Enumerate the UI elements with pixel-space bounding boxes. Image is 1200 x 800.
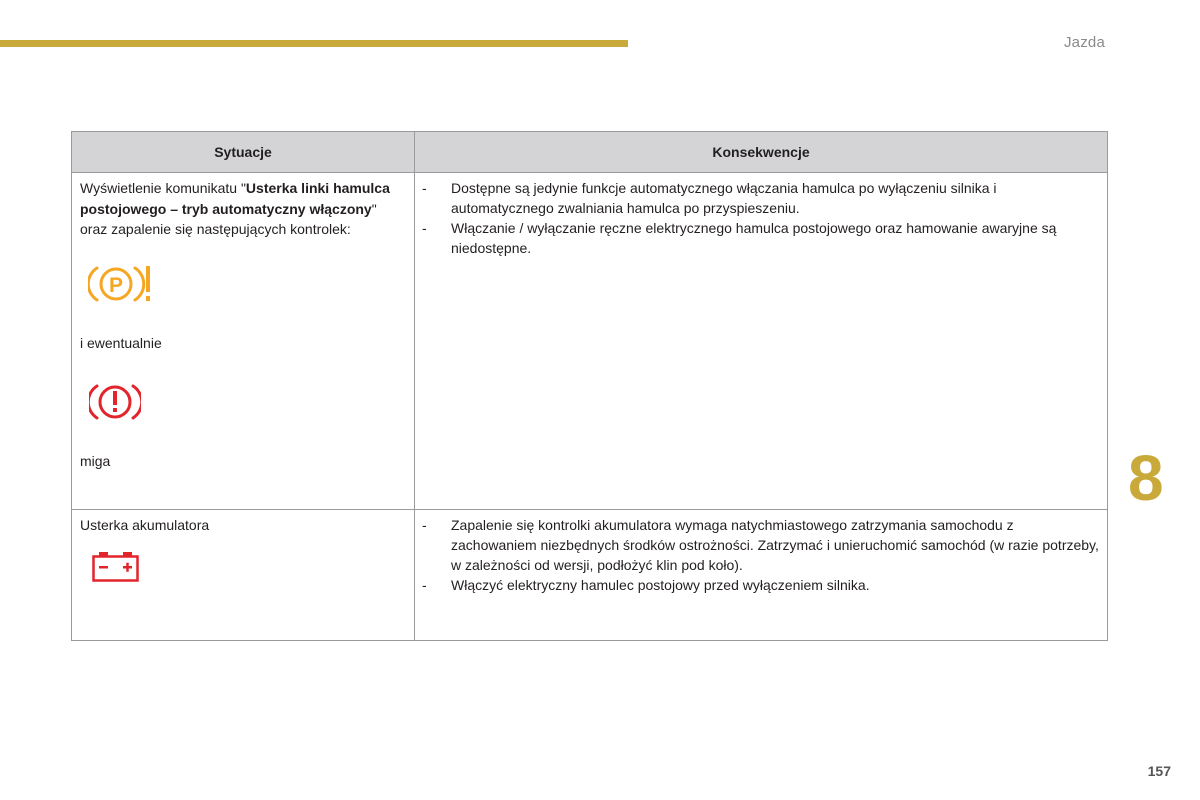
brake-system-alert-icon [80,380,141,430]
battery-warning-icon [92,550,140,590]
svg-text:P: P [108,273,124,297]
list-item: - Włączyć elektryczny hamulec postojowy przed wyłączeniem silnika. [422,577,870,593]
list-item: - Dostępne są jedynie funkcje automatycznego włączania hamulca po wyłączeniu silnika i automatycznego zwalniania hamulca po przyspieszeniu. [422,180,997,216]
situation-cell [72,510,415,641]
list-item: - Zapalenie się kontrolki akumulatora wymaga natychmiastowego zatrzymania samochodu z zachowaniem niezbędnych środków ostrożności. Zatrzymać i unieruchomić samochód (w razie potrzeby, w zależności od wersji, podłożyć klin pod koło). [422,517,1099,573]
parking-brake-warning-icon [80,262,158,312]
consequence-list [422,515,1099,595]
message-text: Usterka linki hamulca postojowego – tryb automatyczny włączony [80,180,390,217]
situation-description: Wyświetlenie komunikatu "Usterka linki hamulca postojowego – tryb automatyczny włączony" oraz zapalenie się następujących kontrolek: [80,180,390,237]
consequence-cell [415,173,1108,510]
alternative-label: i ewentualnie [80,334,162,351]
consequence-cell [415,510,1108,641]
section-title: Jazda [1063,34,1105,51]
chapter-number: 8 [1128,442,1164,514]
page-number: 157 [1147,763,1171,779]
table-row [72,510,1108,641]
warning-table [71,131,1108,641]
table-header-row [72,132,1108,173]
bullet-marker: - [422,517,427,533]
list-item: - Włączanie / wyłączanie ręczne elektrycznego hamulca postojowego oraz hamowanie awaryjne są niedostępne. [422,220,1057,256]
bullet-marker: - [422,220,427,236]
consequence-list [422,178,1099,258]
column-header-consequences: Konsekwencje [415,132,1108,173]
bullet-marker: - [422,180,427,196]
table-row [72,173,1108,510]
blink-label: miga [80,453,111,469]
situation-description: Usterka akumulatora [80,517,210,533]
bullet-marker: - [422,577,427,593]
situation-cell [72,173,415,510]
column-header-situations: Sytuacje [72,132,415,173]
header-accent-bar [0,40,628,47]
